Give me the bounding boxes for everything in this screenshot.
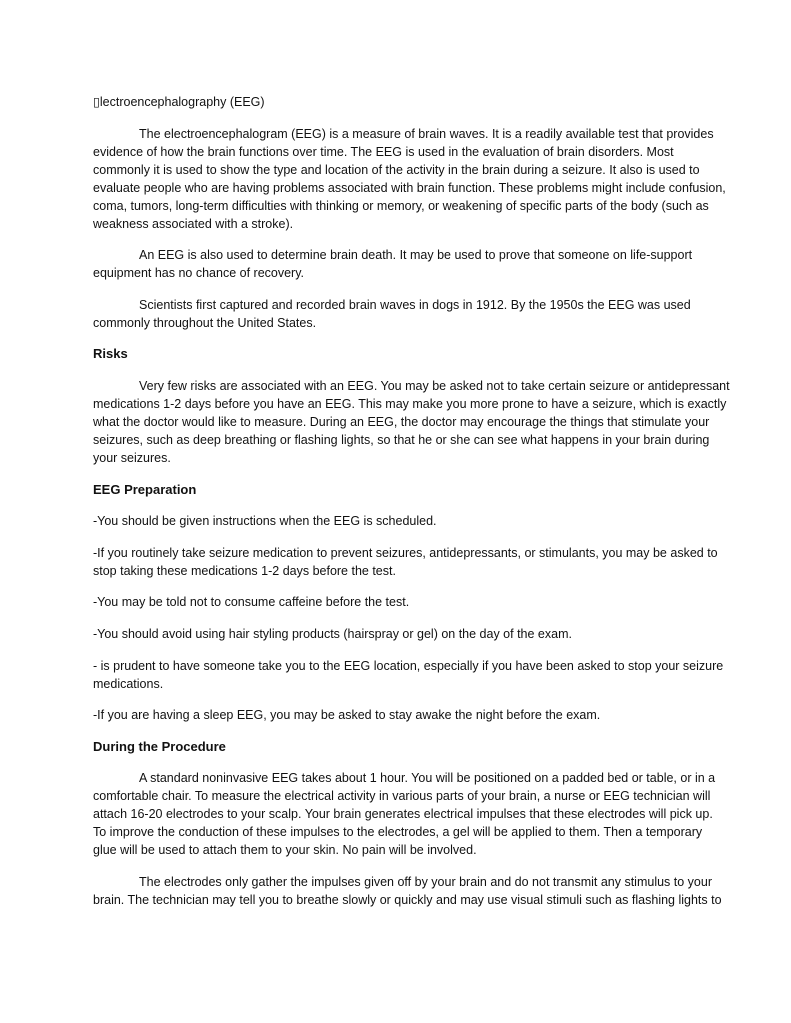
- text-line: Very few risks are associated with an EEG. You may be asked not to take certain seizure or antidepressant: [139, 378, 730, 393]
- section-heading-procedure: During the Procedure: [93, 738, 226, 754]
- text-line: evaluate people who are having problems associated with brain function. These problems might include confusion,: [93, 180, 726, 195]
- text-line: your seizures.: [93, 450, 171, 465]
- text-line: seizures, such as deep breathing or flashing lights, so that he or she can see what happens in your brain during: [93, 432, 710, 447]
- procedure-paragraph-1: [93, 769, 733, 859]
- intro-paragraph-1: [93, 125, 733, 233]
- section-heading-risks: Risks: [93, 346, 128, 362]
- text-line: comfortable chair. To measure the electrical activity in various parts of your brain, a nurse or EEG technician will: [93, 789, 711, 804]
- risks-paragraph: [93, 377, 733, 467]
- text-line: To improve the conduction of these impulses to the electrodes, a gel will be applied to them. Then a temporary: [93, 825, 703, 840]
- document-title: ▯lectroencephalography (EEG): [93, 95, 265, 109]
- text-line: -If you are having a sleep EEG, you may be asked to stay awake the night before the exam.: [93, 708, 601, 723]
- preparation-item: [93, 657, 733, 693]
- text-line: glue will be used to attach them to your skin. No pain will be involved.: [93, 843, 477, 858]
- text-line: Scientists first captured and recorded brain waves in dogs in 1912. By the 1950s the EEG was used: [139, 297, 691, 312]
- text-line: -If you routinely take seizure medication to prevent seizures, antidepressants, or stimulants, you may be asked to: [93, 545, 718, 560]
- preparation-item: [93, 544, 733, 580]
- text-line: The electroencephalogram (EEG) is a measure of brain waves. It is a readily available test that provides: [139, 126, 714, 141]
- text-line: commonly it is used to show the type and location of the activity in the brain during a seizure. It also is used to: [93, 162, 700, 177]
- text-line: what the doctor would like to measure. During an EEG, the doctor may encourage the things that stimulate your: [93, 414, 710, 429]
- text-line: commonly throughout the United States.: [93, 315, 317, 330]
- intro-paragraph-2: [93, 246, 733, 282]
- text-line: brain. The technician may tell you to breathe slowly or quickly and may use visual stimuli such as flashing lights to: [93, 892, 722, 907]
- intro-paragraph-3: [93, 296, 733, 332]
- preparation-item: [93, 512, 733, 530]
- text-line: -You may be told not to consume caffeine before the test.: [93, 595, 410, 610]
- preparation-item: [93, 593, 733, 611]
- text-line: weakness associated with a stroke).: [93, 216, 294, 231]
- text-line: -You should avoid using hair styling products (hairspray or gel) on the day of the exam.: [93, 626, 572, 641]
- text-line: medications 1-2 days before you have an EEG. This may make you more prone to have a seizure, which is exactly: [93, 396, 727, 411]
- preparation-item: [93, 625, 733, 643]
- document-body: [93, 93, 733, 923]
- procedure-paragraph-2: [93, 873, 733, 909]
- text-line: medications.: [93, 676, 164, 691]
- text-line: - is prudent to have someone take you to the EEG location, especially if you have been asked to stop your seizure: [93, 658, 724, 673]
- text-line: -You should be given instructions when the EEG is scheduled.: [93, 514, 437, 529]
- text-line: evidence of how the brain functions over time. The EEG is used in the evaluation of brain disorders. Most: [93, 144, 674, 159]
- text-line: stop taking these medications 1-2 days before the test.: [93, 563, 396, 578]
- text-line: equipment has no chance of recovery.: [93, 266, 305, 281]
- text-line: attach 16-20 electrodes to your scalp. Your brain generates electrical impulses that these electrodes will pick up.: [93, 807, 713, 822]
- text-line: An EEG is also used to determine brain death. It may be used to prove that someone on life-support: [139, 248, 693, 263]
- text-line: A standard noninvasive EEG takes about 1 hour. You will be positioned on a padded bed or table, or in a: [139, 771, 716, 786]
- preparation-item: [93, 706, 733, 724]
- section-heading-preparation: EEG Preparation: [93, 481, 197, 497]
- text-line: The electrodes only gather the impulses given off by your brain and do not transmit any stimulus to your: [139, 874, 712, 889]
- text-line: coma, tumors, long-term difficulties with thinking or memory, or weakening of specific parts of the body (such as: [93, 198, 709, 213]
